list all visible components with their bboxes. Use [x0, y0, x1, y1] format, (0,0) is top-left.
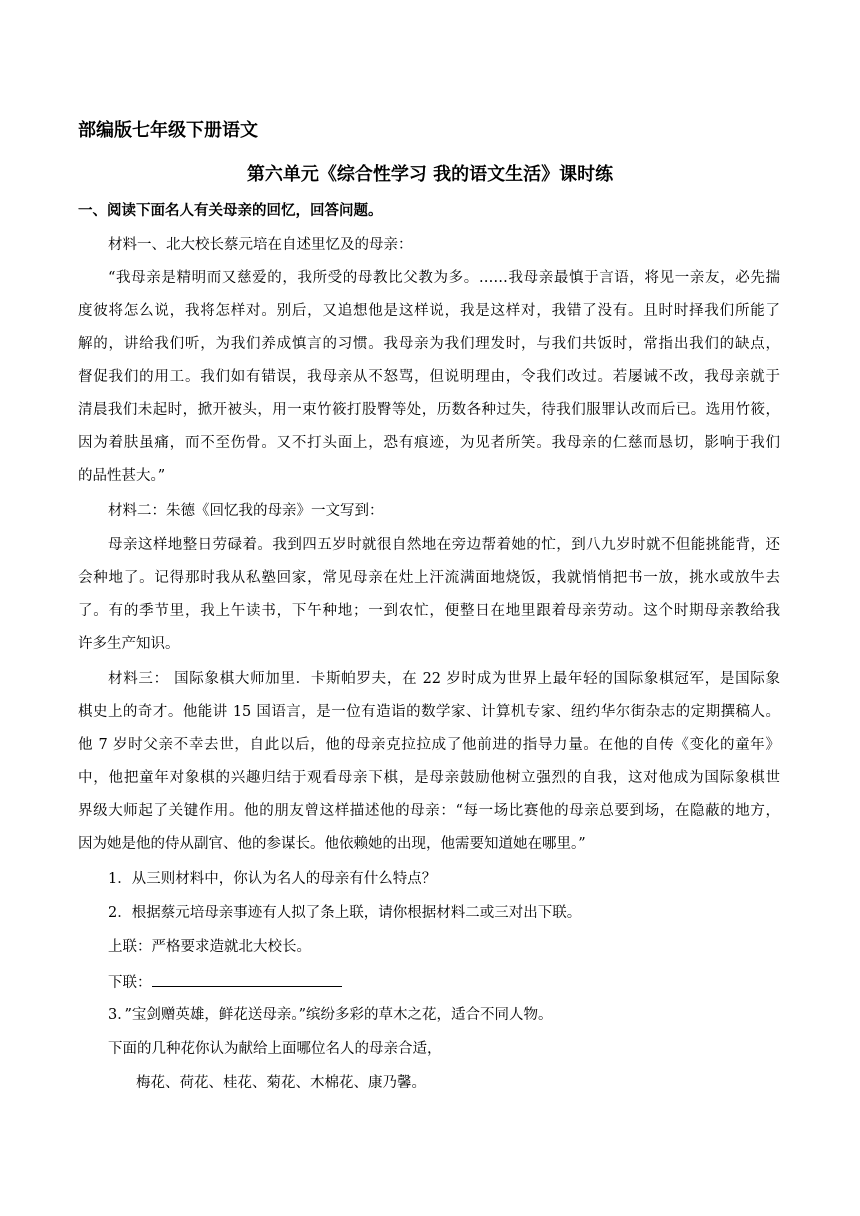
lower-couplet-row	[108, 971, 780, 993]
material-1-intro: 材料一、北大校长蔡元培在自述里忆及的母亲：	[108, 237, 413, 253]
material-3-line: 棋史上的奇才。他能讲 15 国语言，是一位有造诣的数学家、计算机专家、纽约华尔街杂志的定期撰稿人。	[78, 704, 780, 720]
flower-list: 梅花、荷花、桂花、菊花、木棉花、康乃馨。	[136, 1075, 426, 1091]
section-heading: 一、阅读下面名人有关母亲的回忆，回答问题。	[78, 203, 383, 219]
material-3-line: 材料三： 国际象棋大师加里．卡斯帕罗夫，在 22 岁时成为世界上最年轻的国际象棋冠军，是国际象	[108, 671, 780, 687]
document-title: 第六单元《综合性学习 我的语文生活》课时练	[246, 164, 614, 185]
material-1-line: 督促我们的用工。我们如有错误，我母亲从不怒骂，但说明理由，令我们改过。若屡诫不改，我母亲就于	[78, 369, 780, 385]
material-1-line: 清晨我们未起时，掀开被头，用一束竹筱打股臀等处，历数各种过失，待我们服罪认改而后已。选用竹筱，	[78, 402, 780, 418]
lower-couplet-label: 下联：	[108, 975, 152, 991]
material-1-line: 因为着肤虽痛，而不至伤骨。又不打头面上，恐有痕迹，为见者所笑。我母亲的仁慈而恳切，影响于我们	[78, 435, 780, 451]
upper-couplet: 上联：严格要求造就北大校长。	[108, 939, 311, 955]
answer-blank[interactable]	[152, 971, 342, 987]
material-2-line: 了。有的季节里，我上午读书，下午种地；一到农忙，便整日在地里跟着母亲劳动。这个时期母亲教给我	[78, 603, 780, 619]
material-1-line: 度彼将怎么说，我将怎样对。别后，又追想他是这样说，我是这样对，我错了没有。且时时择我们所能了	[78, 303, 780, 319]
question-3: 3．”宝剑赠英雄，鲜花送母亲。”缤纷多彩的草木之花，适合不同人物。	[108, 1007, 553, 1023]
material-3-line: 界级大师起了关键作用。他的朋友曾这样描述他的母亲：“每一场比赛他的母亲总要到场，在隐蔽的地方，	[78, 803, 780, 819]
question-3-sub: 下面的几种花你认为献给上面哪位名人的母亲合适，	[108, 1041, 442, 1057]
document-header: 部编版七年级下册语文	[78, 120, 258, 141]
material-1-line: “我母亲是精明而又慈爱的，我所受的母教比父教为多。……我母亲最慎于言语，将见一亲友，必先揣	[108, 270, 780, 286]
question-2: 2．根据蔡元培母亲事迹有人拟了条上联，请你根据材料二或三对出下联。	[108, 905, 582, 921]
material-3-line: 他 7 岁时父亲不幸去世，自此以后，他的母亲克拉拉成了他前进的指导力量。在他的自传《变化的童年》	[78, 737, 780, 753]
material-2-line: 许多生产知识。	[78, 636, 180, 652]
question-1: 1．从三则材料中，你认为名人的母亲有什么特点？	[108, 871, 437, 887]
material-2-intro: 材料二：朱德《回忆我的母亲》一文写到：	[108, 503, 384, 519]
material-1-line: 的品性甚大。”	[78, 468, 166, 484]
material-2-line: 母亲这样地整日劳碌着。我到四五岁时就很自然地在旁边帮着她的忙，到八九岁时就不但能挑能背，还	[108, 537, 780, 553]
material-3-line: 中，他把童年对象棋的兴趣归结于观看母亲下棋，是母亲鼓励他树立强烈的自我，这对他成为国际象棋世	[78, 770, 780, 786]
material-3-line: 因为她是他的侍从副官、他的参谋长。他依赖她的出现，他需要知道她在哪里。”	[78, 836, 586, 852]
material-2-line: 会种地了。记得那时我从私塾回家，常见母亲在灶上汗流满面地烧饭，我就悄悄把书一放，挑水或放牛去	[78, 570, 780, 586]
material-1-line: 解的，讲给我们听，为我们养成慎言的习惯。我母亲为我们理发时，与我们共饭时，常指出我们的缺点，	[78, 336, 780, 352]
